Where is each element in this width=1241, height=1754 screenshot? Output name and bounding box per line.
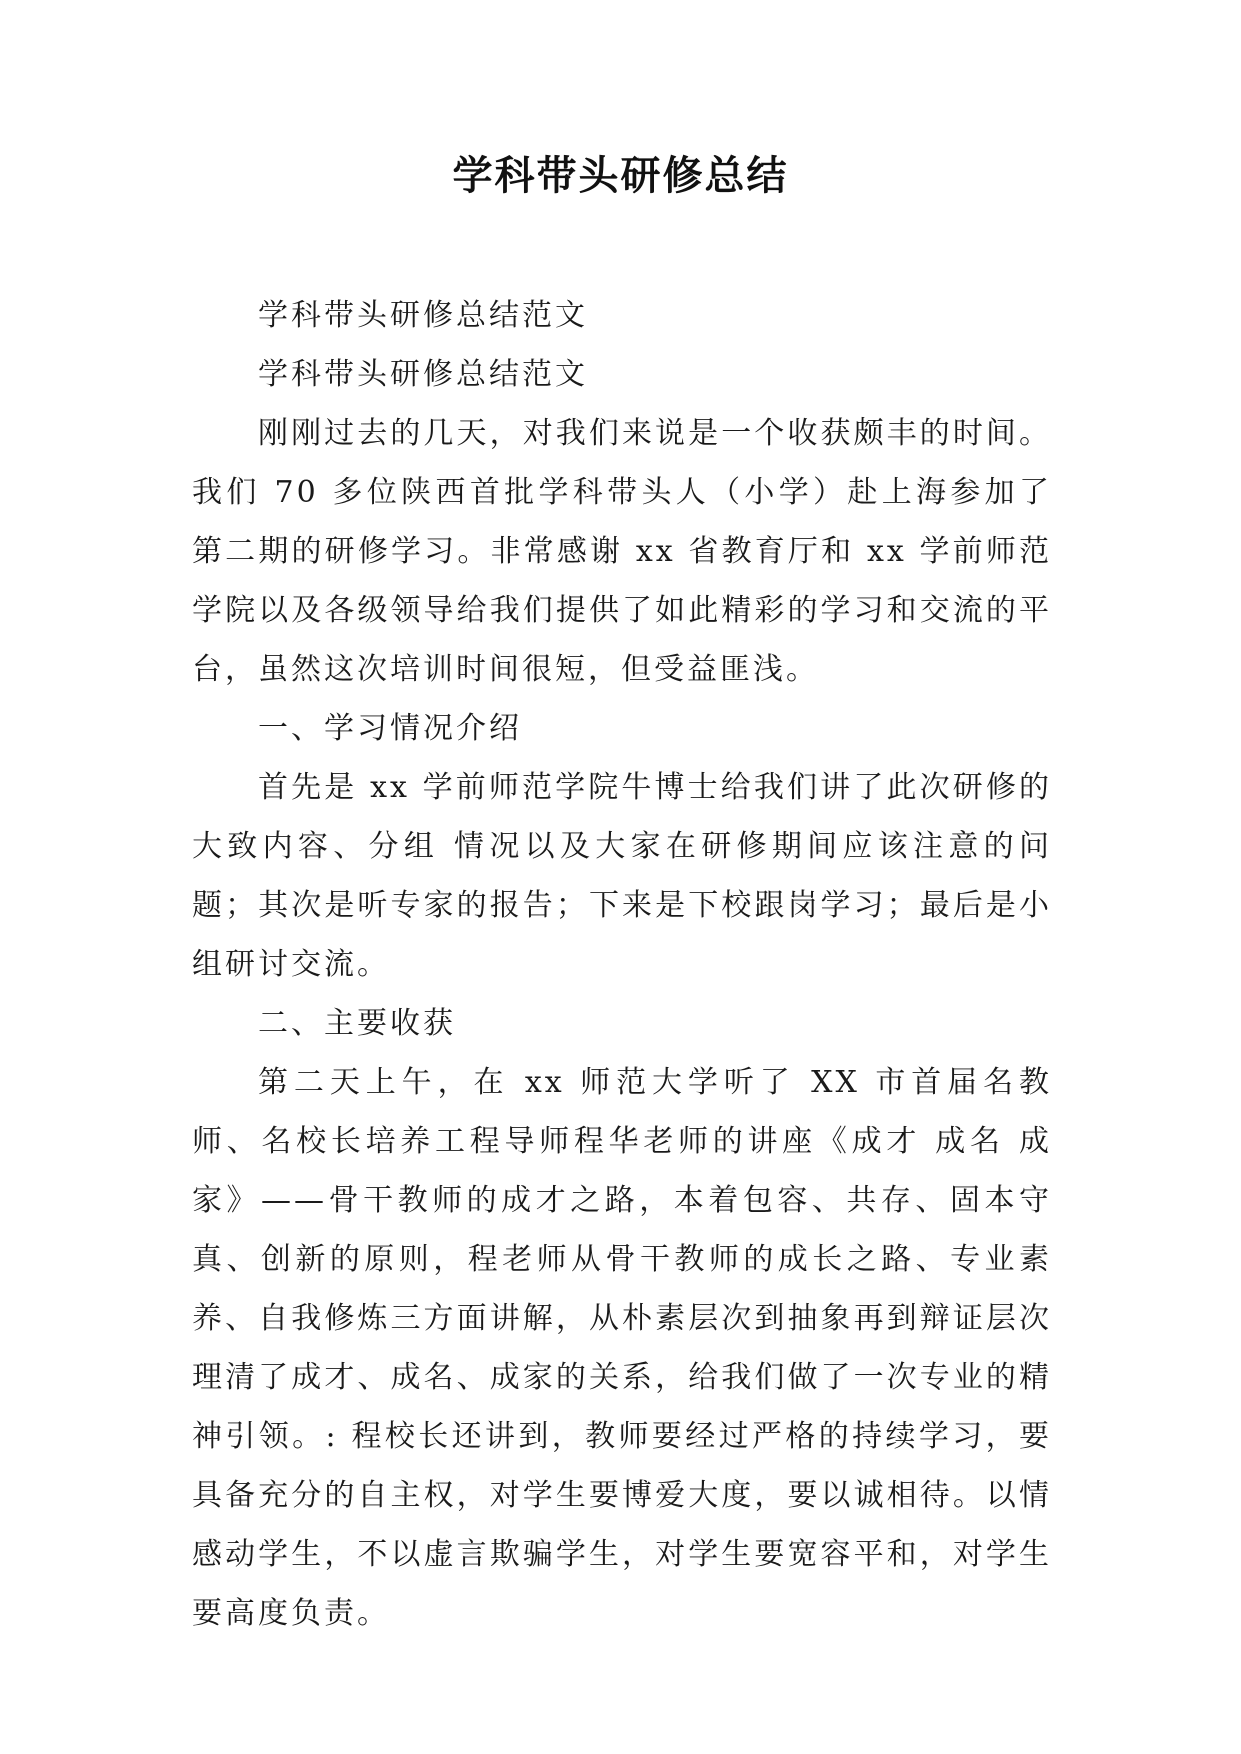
paragraph-subtitle-1: 学科带头研修总结范文: [258, 298, 588, 333]
paragraph-subtitle-2: 学科带头研修总结范文: [258, 357, 588, 392]
document-body: [192, 286, 1052, 1643]
paragraph-main-gains: 第二天上午，在 xx 师范大学听了 XX 市首届名教师、名校长培养工程导师程华老师的讲座《成才 成名 成家》——骨干教师的成才之路，本着包容、共存、固本守真、创新的原则，程老师从骨干教师的成长之路、专业素养、自我修炼三方面讲解，从朴素层次到抽象再到辩证层次理清了成才、成名、成家的关系，给我们做了一次专业的精神引领。: 程校长还讲到，教师要经过严格的持续学习，要具备充分的自主权，对学生要博爱大度，要以诚相待。以情感动学生，不以虚言欺骗学生，对学生要宽容平和，对学生要高度负责。: [192, 1065, 1052, 1631]
document-title: 学科带头研修总结: [452, 153, 789, 199]
section-heading-2: 二、主要收获: [258, 1006, 456, 1041]
paragraph-study-overview: 首先是 xx 学前师范学院牛博士给我们讲了此次研修的大致内容、分组 情况以及大家在研修期间应该注意的问题；其次是听专家的报告；下来是下校跟岗学习；最后是小组研讨交流。: [192, 770, 1052, 982]
paragraph-intro: 刚刚过去的几天，对我们来说是一个收获颇丰的时间。我们 70 多位陕西首批学科带头人（小学）赴上海参加了第二期的研修学习。非常感谢 xx 省教育厅和 xx 学前师范学院以及各级领导给我们提供了如此精彩的学习和交流的平台，虽然这次培训时间很短，但受益匪浅。: [192, 416, 1052, 687]
section-heading-1: 一、学习情况介绍: [258, 711, 522, 746]
